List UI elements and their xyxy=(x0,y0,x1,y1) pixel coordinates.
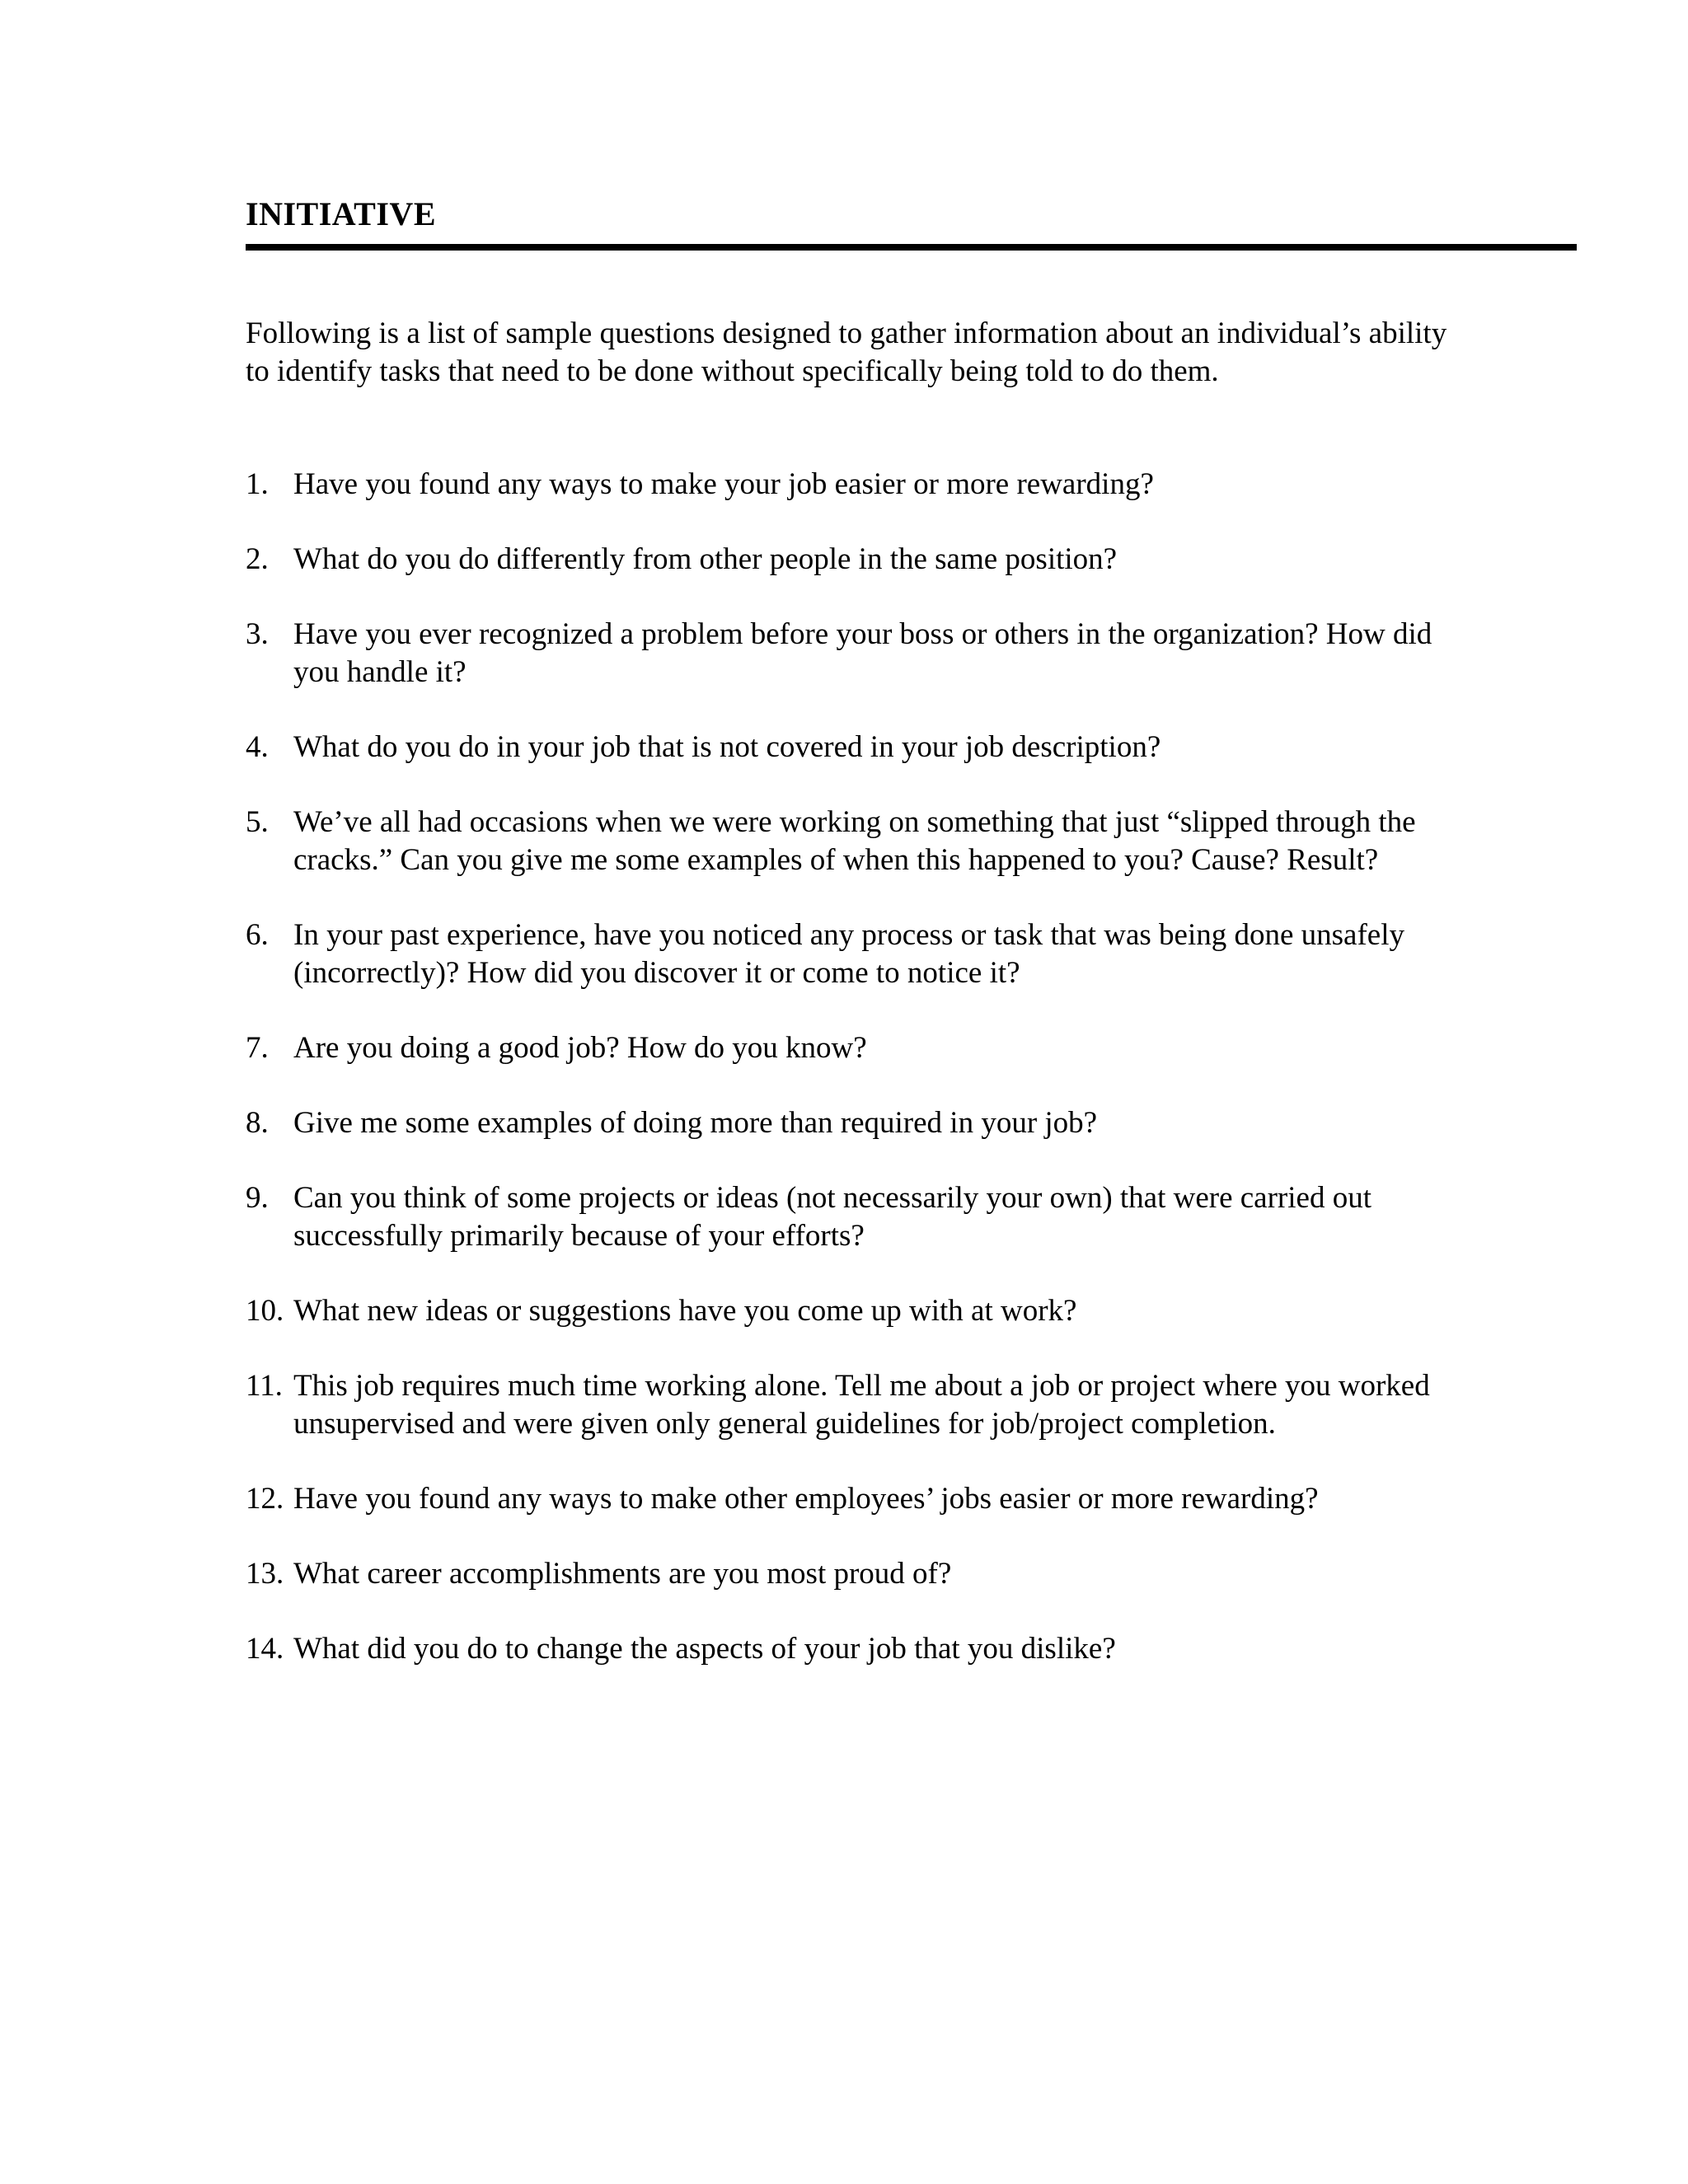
question-text: Give me some examples of doing more than required in your job? xyxy=(293,1106,1098,1140)
question-text: What career accomplishments are you most proud of? xyxy=(293,1557,952,1591)
question-text: We’ve all had occasions when we were working on something that just “slipped through the cracks.” Can you give me some examples of when this happened to you? Cause? Result? xyxy=(293,805,1416,877)
question-number: 9. xyxy=(246,1181,269,1215)
question-item-8 xyxy=(246,1104,1432,1142)
question-number: 10. xyxy=(246,1294,284,1328)
question-number: 3. xyxy=(246,617,269,651)
question-item-10 xyxy=(246,1292,1432,1330)
question-number: 4. xyxy=(246,730,269,764)
question-number: 2. xyxy=(246,542,269,576)
question-item-11 xyxy=(246,1367,1432,1443)
question-number: 1. xyxy=(246,467,269,501)
document-title: INITIATIVE xyxy=(246,195,436,232)
question-text: What do you do in your job that is not covered in your job description? xyxy=(293,730,1161,764)
question-text: In your past experience, have you noticed any process or task that was being done unsafely (incorrectly)? How did you discover it or come to notice it? xyxy=(293,918,1405,990)
question-number: 14. xyxy=(246,1632,284,1666)
question-item-7 xyxy=(246,1029,1432,1067)
question-item-1 xyxy=(246,466,1432,504)
question-text: This job requires much time working alone. Tell me about a job or project where you worked unsupervised and were given only general guidelines for job/project completion. xyxy=(293,1369,1430,1441)
question-text: Are you doing a good job? How do you know? xyxy=(293,1031,867,1065)
question-item-14 xyxy=(246,1630,1432,1668)
question-item-2 xyxy=(246,541,1432,579)
question-item-6 xyxy=(246,916,1432,992)
question-number: 13. xyxy=(246,1557,284,1591)
question-item-12 xyxy=(246,1480,1432,1518)
question-number: 6. xyxy=(246,918,269,952)
title-underline-rule xyxy=(246,244,1577,251)
question-text: What new ideas or suggestions have you come up with at work? xyxy=(293,1294,1077,1328)
question-item-5 xyxy=(246,804,1432,879)
question-text: Have you found any ways to make other employees’ jobs easier or more rewarding? xyxy=(293,1482,1319,1516)
question-text: Have you found any ways to make your job easier or more rewarding? xyxy=(293,467,1154,501)
question-number: 11. xyxy=(246,1369,283,1403)
question-text: What do you do differently from other people in the same position? xyxy=(293,542,1118,576)
question-list xyxy=(246,466,1432,1705)
question-text: Can you think of some projects or ideas (not necessarily your own) that were carried out successfully primarily because of your efforts? xyxy=(293,1181,1372,1253)
question-number: 7. xyxy=(246,1031,269,1065)
question-text: What did you do to change the aspects of your job that you dislike? xyxy=(293,1632,1116,1666)
question-item-9 xyxy=(246,1179,1432,1255)
question-number: 5. xyxy=(246,805,269,839)
question-item-4 xyxy=(246,729,1432,766)
question-item-13 xyxy=(246,1555,1432,1593)
question-text: Have you ever recognized a problem before your boss or others in the organization? How did you handle it? xyxy=(293,617,1432,689)
question-number: 12. xyxy=(246,1482,284,1516)
question-number: 8. xyxy=(246,1106,269,1140)
intro-paragraph: Following is a list of sample questions designed to gather information about an individual’s ability to identify tasks that need to be done without specifically being told to do them. xyxy=(246,316,1447,388)
question-item-3 xyxy=(246,616,1432,691)
